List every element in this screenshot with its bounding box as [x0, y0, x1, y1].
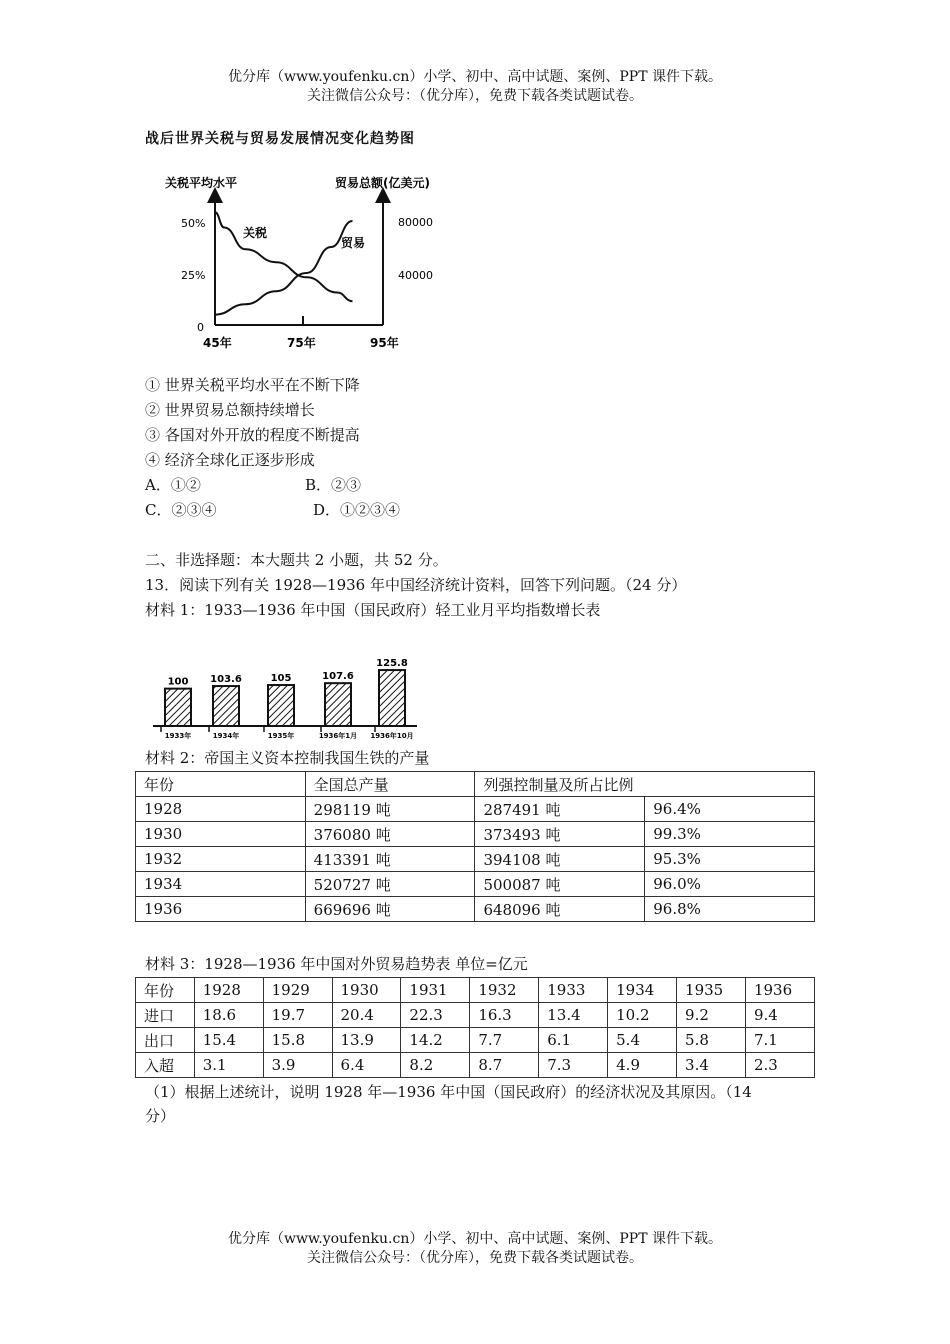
table-cell: 1933 — [539, 978, 608, 1003]
table-cell: 9.4 — [745, 1003, 814, 1028]
table-cell: 18.6 — [194, 1003, 263, 1028]
y-left-tick-50: 50% — [181, 217, 206, 230]
foreign-trade-table — [135, 977, 815, 1078]
answer-b: B．②③ — [305, 476, 362, 494]
bar-value-label-1: 100 — [167, 676, 189, 688]
table-cell: 年份 — [136, 978, 195, 1003]
bar-value-label-4: 107.6 — [322, 671, 354, 683]
table-cell: 1929 — [263, 978, 332, 1003]
table-cell: 669696 吨 — [305, 897, 475, 922]
material-1-title: 材料 1：1933—1936 年中国（国民政府）轻工业月平均指数增长表 — [145, 601, 601, 619]
table-row — [136, 1028, 815, 1053]
bar-category-label-5: 1936年10月 — [370, 732, 414, 740]
table-cell: 520727 吨 — [305, 872, 475, 897]
table-cell: 2.3 — [745, 1053, 814, 1078]
table-cell: 7.1 — [745, 1028, 814, 1053]
table-row — [136, 1003, 815, 1028]
table-row — [136, 872, 815, 897]
y-left-tick-0: 0 — [197, 321, 204, 334]
y-right-label: 贸易总额(亿美元) — [335, 176, 430, 190]
table-cell: 6.4 — [332, 1053, 401, 1078]
question-1-line2: 分） — [145, 1107, 176, 1125]
table-cell: 5.8 — [677, 1028, 746, 1053]
table-cell: 1932 — [136, 847, 306, 872]
table-cell: 16.3 — [470, 1003, 539, 1028]
table-cell: 95.3% — [645, 847, 815, 872]
table-cell: 500087 吨 — [475, 872, 645, 897]
table-row — [136, 797, 815, 822]
table-cell: 1928 — [194, 978, 263, 1003]
table-cell: 13.4 — [539, 1003, 608, 1028]
page-footer-line2: 关注微信公众号：（优分库），免费下载各类试题试卷。 — [307, 1250, 643, 1266]
table-cell: 8.7 — [470, 1053, 539, 1078]
bar-3 — [268, 685, 294, 726]
page-header-line2: 关注微信公众号：（优分库），免费下载各类试题试卷。 — [307, 88, 643, 104]
option-1: ① 世界关税平均水平在不断下降 — [145, 376, 360, 394]
table-cell: 96.8% — [645, 897, 815, 922]
table-cell: 1928 — [136, 797, 306, 822]
table-cell: 648096 吨 — [475, 897, 645, 922]
tariff-series-line — [215, 212, 353, 301]
table-cell: 15.8 — [263, 1028, 332, 1053]
bar-2 — [213, 686, 239, 726]
tariff-trade-chart-title: 战后世界关税与贸易发展情况变化趋势图 — [145, 131, 415, 147]
question-13: 13．阅读下列有关 1928—1936 年中国经济统计资料，回答下列问题。（24 分） — [145, 576, 687, 594]
table-cell: 4.9 — [608, 1053, 677, 1078]
bar-1 — [165, 689, 191, 726]
table-row — [136, 847, 815, 872]
table-cell: 287491 吨 — [475, 797, 645, 822]
table-cell: 1930 — [136, 822, 306, 847]
table-header-row — [136, 772, 815, 797]
table-cell: 7.7 — [470, 1028, 539, 1053]
table-cell: 3.1 — [194, 1053, 263, 1078]
x-tick-95: 95年 — [370, 336, 399, 350]
table-cell: 3.9 — [263, 1053, 332, 1078]
table-cell: 1934 — [136, 872, 306, 897]
table-cell: 376080 吨 — [305, 822, 475, 847]
y-right-tick-40000: 40000 — [398, 269, 433, 282]
option-2: ② 世界贸易总额持续增长 — [145, 401, 315, 419]
option-3: ③ 各国对外开放的程度不断提高 — [145, 426, 360, 444]
table-cell: 96.4% — [645, 797, 815, 822]
answer-a: A．①② — [145, 476, 201, 494]
table-cell: 1934 — [608, 978, 677, 1003]
bar-5 — [379, 670, 405, 726]
bar-4 — [325, 683, 351, 726]
x-tick-45: 45年 — [203, 336, 232, 350]
y-left-tick-25: 25% — [181, 269, 206, 282]
trade-series-label: 贸易 — [341, 236, 366, 250]
header-cell-year: 年份 — [136, 772, 306, 797]
trade-series-line — [215, 221, 353, 315]
header-cell-foreign: 列强控制量及所占比例 — [475, 772, 815, 797]
light-industry-index-chart — [145, 622, 425, 742]
option-4: ④ 经济全球化正逐步形成 — [145, 451, 315, 469]
table-cell: 13.9 — [332, 1028, 401, 1053]
table-cell: 8.2 — [401, 1053, 470, 1078]
table-row — [136, 822, 815, 847]
answer-c: C．②③④ — [145, 501, 217, 519]
question-1-line1: （1）根据上述统计，说明 1928 年—1936 年中国（国民政府）的经济状况及其原因。（14 — [145, 1083, 752, 1101]
table-cell: 进口 — [136, 1003, 195, 1028]
table-cell: 10.2 — [608, 1003, 677, 1028]
table-cell: 298119 吨 — [305, 797, 475, 822]
y-right-tick-80000: 80000 — [398, 216, 433, 229]
table-cell: 1936 — [745, 978, 814, 1003]
section-2-heading: 二、非选择题：本大题共 2 小题，共 52 分。 — [145, 551, 448, 569]
table-cell: 373493 吨 — [475, 822, 645, 847]
table-cell: 9.2 — [677, 1003, 746, 1028]
table-cell: 96.0% — [645, 872, 815, 897]
tariff-series-label: 关税 — [243, 226, 268, 240]
material-3-title: 材料 3：1928—1936 年中国对外贸易趋势表 单位=亿元 — [145, 955, 528, 973]
bar-value-label-3: 105 — [270, 673, 292, 685]
table-cell: 3.4 — [677, 1053, 746, 1078]
bar-value-label-2: 103.6 — [210, 674, 242, 686]
table-row — [136, 978, 815, 1003]
table-cell: 19.7 — [263, 1003, 332, 1028]
y-left-label: 关税平均水平 — [165, 176, 238, 190]
answer-d: D．①②③④ — [313, 501, 401, 519]
bar-category-label-4: 1936年1月 — [318, 732, 358, 740]
table-cell: 14.2 — [401, 1028, 470, 1053]
tariff-trade-chart — [145, 165, 465, 360]
table-row — [136, 1053, 815, 1078]
table-cell: 1931 — [401, 978, 470, 1003]
table-row — [136, 897, 815, 922]
table-cell: 5.4 — [608, 1028, 677, 1053]
table-cell: 7.3 — [539, 1053, 608, 1078]
iron-output-table — [135, 771, 815, 922]
page-footer-line1: 优分库（www.youfenku.cn）小学、初中、高中试题、案例、PPT 课件下载。 — [227, 1231, 722, 1247]
table-cell: 1930 — [332, 978, 401, 1003]
material-2-title: 材料 2：帝国主义资本控制我国生铁的产量 — [145, 749, 430, 767]
table-cell: 22.3 — [401, 1003, 470, 1028]
bar-category-label-1: 1933年 — [164, 732, 192, 740]
table-cell: 15.4 — [194, 1028, 263, 1053]
table-cell: 413391 吨 — [305, 847, 475, 872]
page-header-line1: 优分库（www.youfenku.cn）小学、初中、高中试题、案例、PPT 课件下载。 — [227, 69, 722, 85]
table-cell: 99.3% — [645, 822, 815, 847]
table-cell: 出口 — [136, 1028, 195, 1053]
table-cell: 394108 吨 — [475, 847, 645, 872]
bar-category-label-2: 1934年 — [212, 732, 240, 740]
table-cell: 入超 — [136, 1053, 195, 1078]
bar-value-label-5: 125.8 — [376, 658, 408, 670]
header-cell-total: 全国总产量 — [305, 772, 475, 797]
x-tick-75-label: 75年 — [287, 336, 316, 350]
table-cell: 1932 — [470, 978, 539, 1003]
table-cell: 6.1 — [539, 1028, 608, 1053]
bar-category-label-3: 1935年 — [267, 732, 295, 740]
table-cell: 20.4 — [332, 1003, 401, 1028]
table-cell: 1935 — [677, 978, 746, 1003]
table-cell: 1936 — [136, 897, 306, 922]
